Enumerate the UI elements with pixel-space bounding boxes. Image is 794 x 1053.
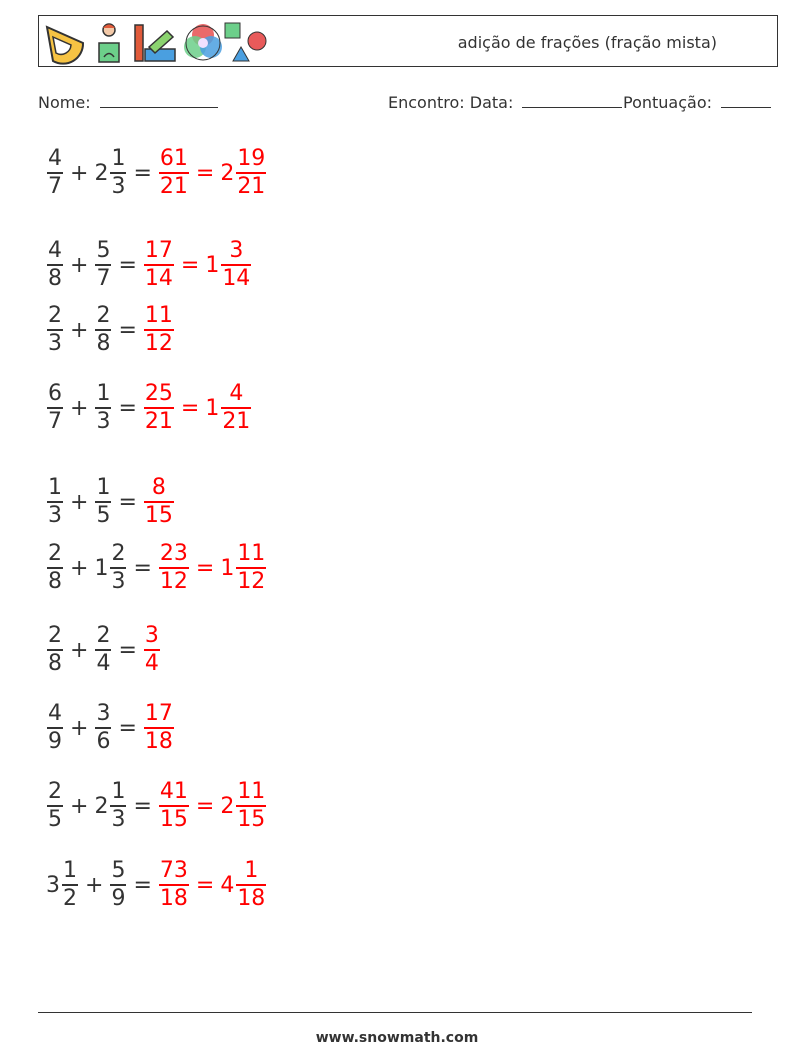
denominator: 8 (48, 569, 62, 594)
result-fraction (144, 305, 174, 355)
whole-number: 1 (94, 555, 109, 581)
addend-b (94, 477, 112, 527)
addend-b (94, 703, 112, 753)
addend-a (46, 625, 64, 675)
denominator: 12 (237, 569, 266, 594)
numerator: 1 (96, 381, 111, 406)
denominator: 5 (96, 503, 111, 528)
numerator: 11 (237, 779, 266, 804)
addend-a (46, 240, 64, 290)
numerator: 4 (48, 701, 62, 726)
addend-b-fraction (95, 477, 111, 527)
equals-sign: = (118, 637, 137, 663)
equals-sign: = (133, 555, 152, 581)
mixed-result (205, 240, 252, 290)
equals-sign: = (118, 317, 137, 343)
problem-row (46, 378, 252, 438)
answer (143, 477, 175, 527)
result-fraction (159, 543, 189, 593)
whole-number: 2 (220, 160, 235, 186)
addend-b-fraction (95, 240, 111, 290)
numerator: 1 (244, 858, 259, 883)
addend-b-fraction (110, 148, 126, 198)
answer (158, 543, 267, 593)
result-fraction (144, 240, 174, 290)
equals-sign: = (118, 715, 137, 741)
equals-sign: = (133, 793, 152, 819)
numerator: 41 (159, 779, 188, 804)
whole-number: 1 (205, 252, 220, 278)
numerator: 1 (111, 779, 126, 804)
plus-sign: + (70, 489, 89, 515)
numerator: 1 (96, 475, 111, 500)
numerator: 25 (144, 381, 173, 406)
problem-row (46, 698, 175, 758)
numerator: 73 (159, 858, 188, 883)
denominator: 21 (159, 174, 188, 199)
numerator: 8 (151, 475, 166, 500)
denominator: 2 (63, 886, 77, 911)
numerator: 3 (96, 701, 111, 726)
problem-row (46, 538, 267, 598)
plus-sign: + (85, 872, 104, 898)
addend-b (94, 625, 112, 675)
plus-sign: + (70, 715, 89, 741)
mixed-result-fraction (236, 148, 266, 198)
numerator: 4 (48, 146, 62, 171)
denominator: 18 (159, 886, 188, 911)
numerator: 17 (144, 238, 173, 263)
denominator: 8 (48, 266, 62, 291)
numerator: 3 (229, 238, 244, 263)
denominator: 21 (222, 409, 251, 434)
problem-row (46, 143, 267, 203)
numerator: 1 (48, 475, 62, 500)
addend-b (94, 383, 112, 433)
denominator: 3 (111, 174, 126, 199)
result-fraction (159, 860, 189, 910)
denominator: 4 (144, 651, 159, 676)
numerator: 3 (144, 623, 159, 648)
whole-number: 4 (220, 872, 235, 898)
addend-a-fraction (47, 703, 63, 753)
answer (143, 305, 175, 355)
denominator: 3 (96, 409, 111, 434)
addend-a-fraction (47, 781, 63, 831)
addend-b-fraction (110, 543, 126, 593)
answer (143, 703, 175, 753)
numerator: 4 (229, 381, 244, 406)
addend-b (94, 543, 127, 593)
plus-sign: + (70, 793, 89, 819)
addend-b-fraction (95, 625, 111, 675)
problem-row (46, 776, 267, 836)
addend-b-fraction (110, 781, 126, 831)
answer (143, 240, 252, 290)
addend-b-fraction (95, 703, 111, 753)
numerator: 6 (48, 381, 62, 406)
denominator: 14 (144, 266, 173, 291)
denominator: 12 (159, 569, 188, 594)
numerator: 5 (96, 238, 111, 263)
whole-number: 2 (94, 793, 109, 819)
numerator: 2 (96, 303, 111, 328)
problem-row (46, 472, 175, 532)
denominator: 18 (144, 729, 173, 754)
equals-sign: = (180, 252, 200, 278)
equals-sign: = (118, 489, 137, 515)
addend-a (46, 860, 79, 910)
denominator: 21 (144, 409, 173, 434)
addend-a-fraction (47, 148, 63, 198)
name-label: Nome: (38, 93, 91, 112)
denominator: 21 (237, 174, 266, 199)
addend-b (109, 860, 127, 910)
problem-row (46, 300, 175, 360)
addend-a-fraction (62, 860, 78, 910)
result-fraction (159, 781, 189, 831)
addend-b-fraction (95, 383, 111, 433)
numerator: 23 (159, 541, 188, 566)
addend-a (46, 383, 64, 433)
denominator: 8 (48, 651, 62, 676)
equals-sign: = (195, 160, 215, 186)
denominator: 12 (144, 331, 173, 356)
denominator: 7 (48, 409, 62, 434)
addend-a-fraction (47, 543, 63, 593)
addend-a-fraction (47, 383, 63, 433)
equals-sign: = (195, 793, 215, 819)
denominator: 15 (159, 807, 188, 832)
numerator: 2 (48, 541, 62, 566)
denominator: 15 (144, 503, 173, 528)
addend-a (46, 148, 64, 198)
numerator: 11 (144, 303, 173, 328)
numerator: 17 (144, 701, 173, 726)
mixed-result (220, 781, 267, 831)
addend-a (46, 703, 64, 753)
numerator: 2 (48, 779, 62, 804)
result-fraction (144, 383, 174, 433)
addend-a (46, 781, 64, 831)
equals-sign: = (118, 395, 137, 421)
mixed-result-fraction (236, 781, 266, 831)
problem-row (46, 235, 252, 295)
equals-sign: = (133, 872, 152, 898)
answer (143, 383, 252, 433)
result-fraction (159, 148, 189, 198)
plus-sign: + (70, 555, 89, 581)
mixed-result-fraction (221, 240, 251, 290)
addend-a-fraction (47, 477, 63, 527)
numerator: 4 (48, 238, 62, 263)
addend-a-fraction (47, 240, 63, 290)
denominator: 9 (48, 729, 62, 754)
numerator: 1 (63, 858, 77, 883)
denominator: 3 (111, 569, 126, 594)
whole-number: 2 (94, 160, 109, 186)
result-fraction (144, 625, 160, 675)
mixed-result-fraction (221, 383, 251, 433)
addend-b (94, 305, 112, 355)
answer (158, 781, 267, 831)
mixed-result-fraction (236, 543, 266, 593)
denominator: 6 (96, 729, 111, 754)
problem-row (46, 855, 267, 915)
whole-number: 1 (205, 395, 220, 421)
plus-sign: + (70, 395, 89, 421)
denominator: 18 (237, 886, 266, 911)
plus-sign: + (70, 317, 89, 343)
answer (143, 625, 161, 675)
footer-url: www.snowmath.com (315, 1030, 479, 1046)
denominator: 7 (48, 174, 62, 199)
denominator: 3 (111, 807, 126, 832)
numerator: 2 (48, 303, 62, 328)
denominator: 7 (96, 266, 111, 291)
result-fraction (144, 477, 174, 527)
numerator: 2 (96, 623, 111, 648)
equals-sign: = (195, 872, 215, 898)
denominator: 5 (48, 807, 62, 832)
mixed-result (220, 543, 267, 593)
whole-number: 3 (46, 872, 60, 898)
score-label: Pontuação: (623, 93, 713, 112)
denominator: 15 (237, 807, 266, 832)
addend-b (94, 148, 127, 198)
denominator: 14 (222, 266, 251, 291)
addend-a (46, 543, 64, 593)
numerator: 19 (237, 146, 266, 171)
date-label: Encontro: Data: (388, 93, 514, 112)
whole-number: 2 (220, 793, 235, 819)
numerator: 2 (111, 541, 126, 566)
equals-sign: = (180, 395, 200, 421)
numerator: 1 (111, 146, 126, 171)
numerator: 5 (111, 858, 126, 883)
equals-sign: = (195, 555, 215, 581)
mixed-result (205, 383, 252, 433)
denominator: 9 (111, 886, 126, 911)
equals-sign: = (133, 160, 152, 186)
mixed-result (220, 148, 267, 198)
denominator: 4 (96, 651, 111, 676)
footer-divider (38, 1012, 752, 1013)
plus-sign: + (70, 252, 89, 278)
problem-row (46, 620, 161, 680)
denominator: 3 (48, 503, 62, 528)
numerator: 61 (159, 146, 188, 171)
result-fraction (144, 703, 174, 753)
answer (158, 148, 267, 198)
addend-a (46, 477, 64, 527)
mixed-result (220, 860, 267, 910)
addend-a-fraction (47, 625, 63, 675)
addend-b (94, 781, 127, 831)
addend-b-fraction (95, 305, 111, 355)
addend-b (94, 240, 112, 290)
addend-b-fraction (110, 860, 126, 910)
mixed-result-fraction (236, 860, 266, 910)
answer (158, 860, 267, 910)
whole-number: 1 (220, 555, 235, 581)
denominator: 8 (96, 331, 111, 356)
numerator: 2 (48, 623, 62, 648)
denominator: 3 (48, 331, 62, 356)
addend-a-fraction (47, 305, 63, 355)
numerator: 11 (237, 541, 266, 566)
worksheet-title: adição de frações (fração mista) (457, 33, 717, 52)
addend-a (46, 305, 64, 355)
plus-sign: + (70, 160, 89, 186)
plus-sign: + (70, 637, 89, 663)
equals-sign: = (118, 252, 137, 278)
